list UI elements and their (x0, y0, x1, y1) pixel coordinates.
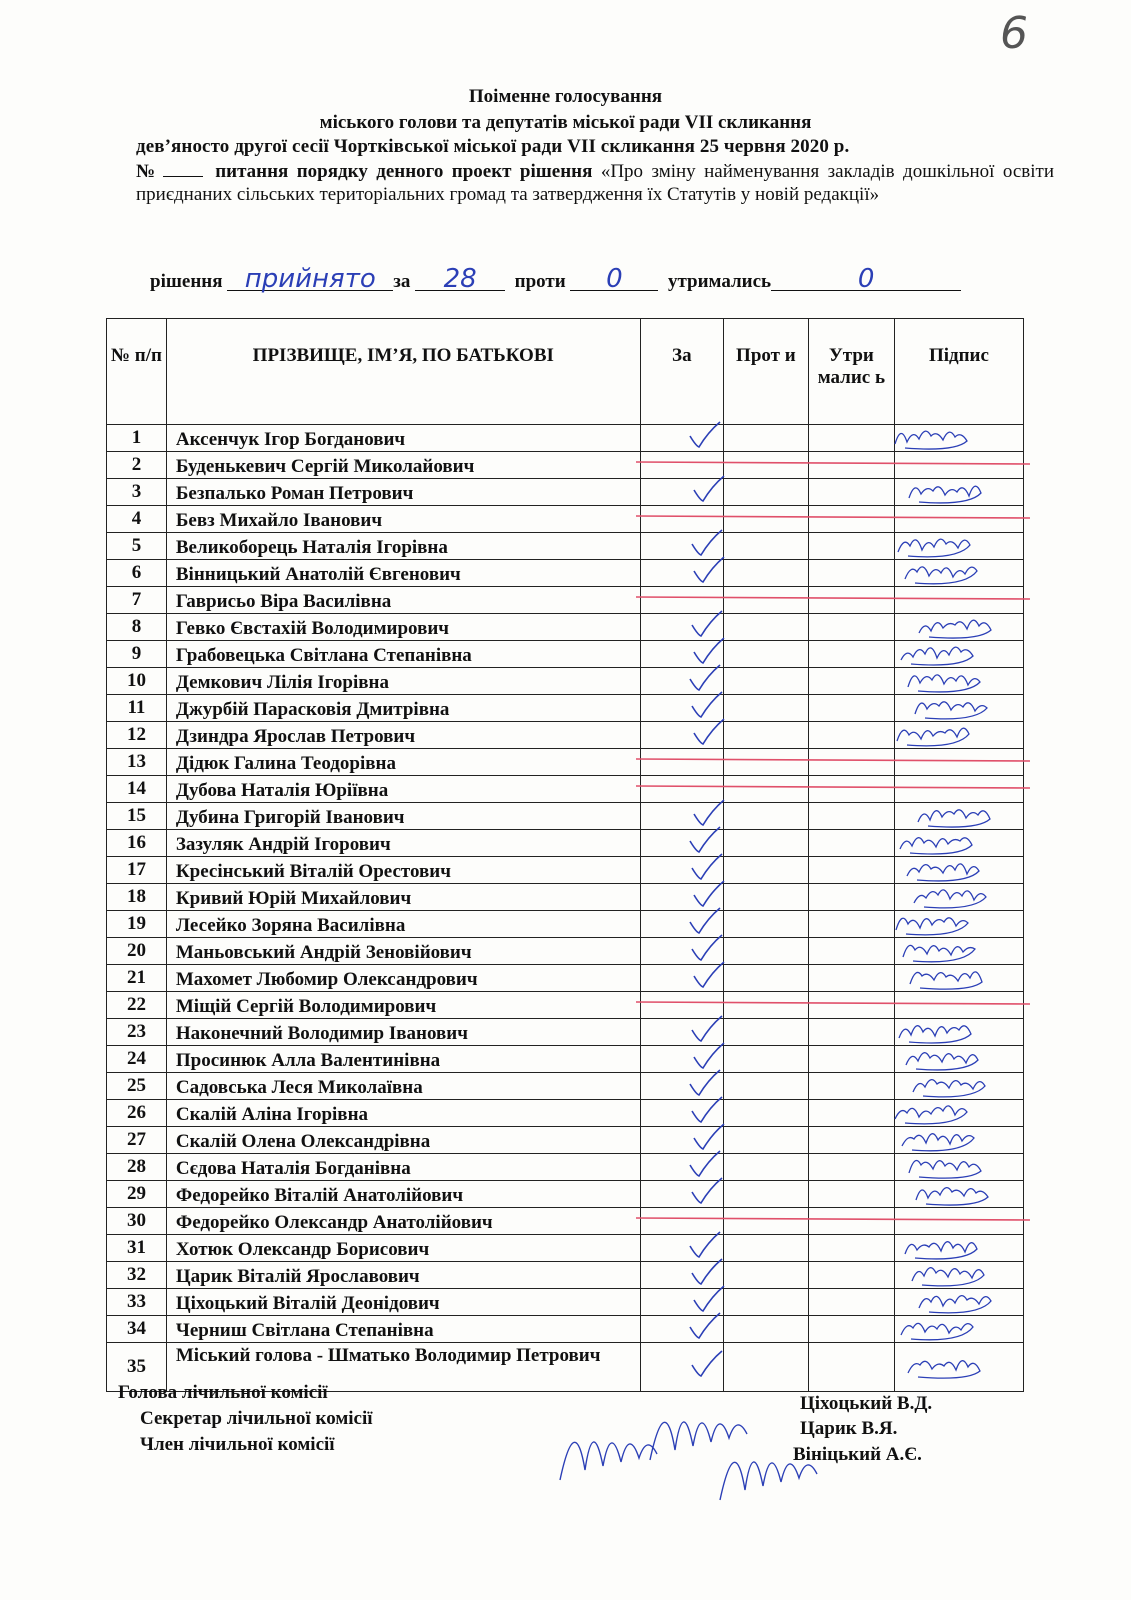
row-number: 22 (107, 992, 167, 1019)
signature-scribble (906, 1053, 978, 1070)
signature-scribble (919, 1296, 991, 1313)
row-name: Дзиндра Ярослав Петрович (166, 722, 640, 749)
signature-scribble (901, 1323, 973, 1339)
row-name: Просинюк Алла Валентинівна (166, 1046, 640, 1073)
signature-scribble (913, 1080, 985, 1097)
row-name: Кресінський Віталій Орестович (166, 857, 640, 884)
agenda-number-label: № (136, 161, 159, 182)
row-number: 16 (107, 830, 167, 857)
row-number: 23 (107, 1019, 167, 1046)
absent-strike-line (636, 759, 1030, 761)
row-name: Аксенчук Ігор Богданович (166, 425, 640, 452)
vote-checkmark-icon (692, 935, 722, 960)
secretary-label: Секретар лічильної комісії (140, 1408, 373, 1429)
row-number: 28 (107, 1154, 167, 1181)
row-name: Великоборець Наталія Ігорівна (166, 533, 640, 560)
row-number: 18 (107, 884, 167, 911)
row-name: Буденькевич Сергій Миколайович (166, 452, 640, 479)
row-name: Маньовський Андрій Зеновійович (166, 938, 640, 965)
row-number: 30 (107, 1208, 167, 1235)
row-number: 5 (107, 533, 167, 560)
row-name: Дідюк Галина Теодорівна (166, 749, 640, 776)
row-number: 1 (107, 425, 167, 452)
row-number: 12 (107, 722, 167, 749)
row-name: Скалій Олена Олександрівна (166, 1127, 640, 1154)
vote-checkmark-icon (692, 611, 722, 636)
vote-checkmark-icon (690, 665, 720, 690)
row-name: Царик Віталій Ярославович (166, 1262, 640, 1289)
row-name: Скалій Аліна Ігорівна (166, 1100, 640, 1127)
signature-scribble (899, 1026, 971, 1043)
row-name: Махомет Любомир Олександрович (166, 965, 640, 992)
row-number: 4 (107, 506, 167, 533)
secretary-name: Царик В.Я. (800, 1418, 898, 1439)
row-name: Садовська Леся Миколаївна (166, 1073, 640, 1100)
row-name: Грабовецька Світлана Степанівна (166, 641, 640, 668)
header-abstained: Утри малис ь (808, 319, 894, 425)
member-label: Член лічильної комісії (140, 1434, 335, 1455)
row-name: Вінницький Анатолій Євгенович (166, 560, 640, 587)
absent-strike-line (636, 462, 1030, 464)
header-for: За (640, 319, 723, 425)
vote-checkmark-icon (692, 1178, 722, 1203)
row-number: 32 (107, 1262, 167, 1289)
commission-signature (650, 1422, 747, 1460)
vote-checkmark-icon (690, 1313, 720, 1338)
row-name: Джурбій Парасковія Дмитрівна (166, 695, 640, 722)
vote-checkmark-icon (694, 476, 724, 501)
row-name: Міщій Сергій Володимирович (166, 992, 640, 1019)
vote-checkmark-icon (694, 719, 724, 744)
vote-checkmark-icon (694, 962, 724, 987)
row-name: Безпалько Роман Петрович (166, 479, 640, 506)
row-name: Гевко Євстахій Володимирович (166, 614, 640, 641)
doc-subtitle: міського голови та депутатів міської ради VII скликання (319, 112, 812, 133)
row-number: 10 (107, 668, 167, 695)
vote-checkmark-icon (692, 692, 722, 717)
vote-checkmark-icon (694, 1124, 724, 1149)
vote-checkmark-icon (692, 1351, 722, 1376)
session-line: дев’яносто другої сесії Чортківської міської ради VII скликання 25 червня 2020 р. (136, 136, 850, 157)
row-name: Дубина Григорій Іванович (166, 803, 640, 830)
signature-scribble (909, 1161, 981, 1179)
row-name: Демкович Лілія Ігорівна (166, 668, 640, 695)
commission-head-name: Ціхоцький В.Д. (800, 1393, 933, 1414)
row-number: 9 (107, 641, 167, 668)
agenda-title: «Про зміну найменування закладів дошкільної освіти приєднаних сільських територіальних громад та затвердження їх Статутів у новій редакції» (136, 161, 1055, 205)
vote-checkmark-icon (690, 1070, 720, 1095)
row-number: 24 (107, 1046, 167, 1073)
row-number: 7 (107, 587, 167, 614)
signature-scribble (910, 972, 982, 989)
signature-scribble (903, 945, 975, 961)
signature-scribble (907, 864, 979, 881)
vote-checkmark-icon (692, 854, 722, 879)
vote-checkmark-icon (694, 638, 724, 663)
abstained-count: 0 (771, 268, 961, 291)
against-count: 0 (570, 268, 658, 291)
absent-strike-line (636, 1218, 1030, 1220)
page-number: 6 (1000, 8, 1028, 59)
row-number: 2 (107, 452, 167, 479)
row-number: 29 (107, 1181, 167, 1208)
row-name: Кривий Юрій Михайлович (166, 884, 640, 911)
row-number: 27 (107, 1127, 167, 1154)
doc-title: Поіменне голосування (468, 86, 663, 107)
signature-scribble (916, 1188, 988, 1205)
row-number: 35 (107, 1343, 167, 1392)
row-name: Наконечний Володимир Іванович (166, 1019, 640, 1046)
header-num: № п/п (107, 319, 167, 425)
row-name: Дубова Наталія Юріївна (166, 776, 640, 803)
absent-strike-line (636, 516, 1030, 518)
signature-scribble (915, 702, 987, 719)
header-signature: Підпис (894, 319, 1023, 425)
signature-scribble (902, 1134, 974, 1151)
row-number: 15 (107, 803, 167, 830)
header-name: ПРІЗВИЩЕ, ІМ’Я, ПО БАТЬКОВІ (166, 319, 640, 425)
row-number: 19 (107, 911, 167, 938)
commission-head-label: Голова лічильної комісії (118, 1382, 328, 1403)
row-name: Ціхоцький Віталій Деонідович (166, 1289, 640, 1316)
row-name: Міський голова - Шматько Володимир Петрович (166, 1343, 640, 1392)
signature-scribble (919, 620, 991, 638)
signature-scribble (914, 890, 986, 908)
signature-scribble (898, 539, 970, 557)
row-name: Хотюк Олександр Борисович (166, 1235, 640, 1262)
vote-checkmark-icon (690, 908, 720, 933)
row-number: 26 (107, 1100, 167, 1127)
vote-checkmark-icon (692, 1097, 722, 1122)
row-number: 34 (107, 1316, 167, 1343)
signature-scribble (905, 567, 977, 584)
row-name: Сєдова Наталія Богданівна (166, 1154, 640, 1181)
signature-scribble (912, 1268, 984, 1286)
signature-scribble (895, 1106, 967, 1124)
row-name: Федорейко Віталій Анатолійович (166, 1181, 640, 1208)
absent-strike-line (636, 786, 1030, 788)
decision-label: рішення (150, 271, 223, 292)
vote-checkmark-icon (694, 557, 724, 582)
for-label: за (393, 271, 411, 292)
signature-scribble (895, 431, 967, 449)
absent-strike-line (636, 1002, 1030, 1004)
row-name: Лесейко Зоряна Василівна (166, 911, 640, 938)
signature-scribble (909, 486, 981, 503)
row-number: 13 (107, 749, 167, 776)
header-against: Прот и (723, 319, 808, 425)
absent-strike-line (636, 597, 1030, 599)
commission-signature (560, 1442, 657, 1480)
against-label: проти (514, 271, 566, 292)
abstained-label: утримались (667, 271, 772, 292)
row-number: 20 (107, 938, 167, 965)
row-number: 25 (107, 1073, 167, 1100)
row-number: 14 (107, 776, 167, 803)
member-name: Вініцький А.Є. (793, 1444, 922, 1465)
signature-scribble (918, 810, 990, 827)
row-number: 6 (107, 560, 167, 587)
row-name: Федорейко Олександр Анатолійович (166, 1208, 640, 1235)
signature-scribble (901, 647, 973, 665)
row-number: 21 (107, 965, 167, 992)
agenda-bold-text: питання порядку денного проект рішення (215, 161, 593, 182)
vote-checkmark-icon (692, 1016, 722, 1041)
decision-result: прийнято (227, 268, 393, 291)
vote-checkmark-icon (694, 1286, 724, 1311)
row-name: Черниш Світлана Степанівна (166, 1316, 640, 1343)
row-name: Бевз Михайло Іванович (166, 506, 640, 533)
row-name: Зазуляк Андрій Ігорович (166, 830, 640, 857)
vote-checkmark-icon (694, 800, 724, 825)
vote-checkmark-icon (692, 530, 722, 555)
signature-scribble (896, 918, 968, 935)
vote-checkmark-icon (690, 422, 720, 447)
row-number: 3 (107, 479, 167, 506)
row-number: 17 (107, 857, 167, 884)
row-number: 31 (107, 1235, 167, 1262)
row-number: 8 (107, 614, 167, 641)
signature-scribble (897, 728, 969, 746)
vote-checkmark-icon (694, 881, 724, 906)
signature-scribble (905, 1242, 977, 1259)
row-number: 33 (107, 1289, 167, 1316)
row-number: 11 (107, 695, 167, 722)
row-name: Гаврисьо Віра Василівна (166, 587, 640, 614)
vote-checkmark-icon (690, 1232, 720, 1257)
vote-checkmark-icon (690, 1151, 720, 1176)
commission-signature (720, 1462, 817, 1500)
signature-scribble (908, 1361, 980, 1378)
vote-checkmark-icon (694, 1043, 724, 1068)
for-count: 28 (415, 268, 505, 291)
signature-scribble (900, 838, 972, 854)
vote-checkmark-icon (690, 827, 720, 852)
signature-scribble (908, 675, 980, 692)
vote-checkmark-icon (692, 1259, 722, 1284)
